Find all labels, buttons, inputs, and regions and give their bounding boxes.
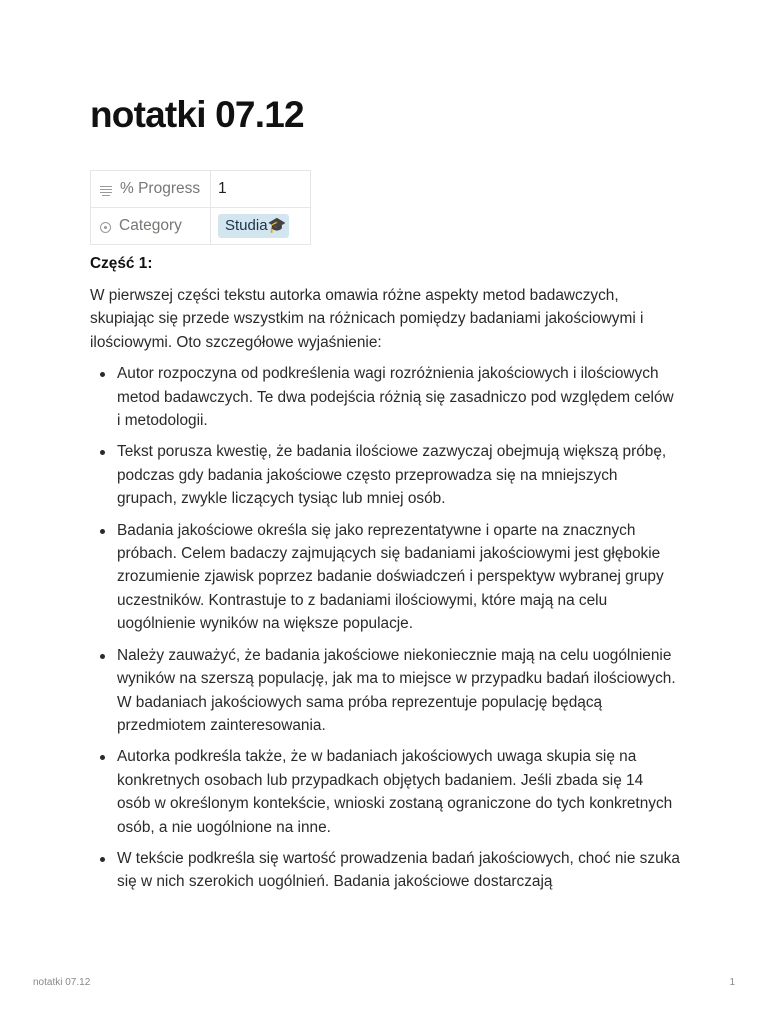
list-item xyxy=(90,362,680,432)
bullet-dot xyxy=(100,654,105,659)
list-item-text: W tekście podkreśla się wartość prowadzenia badań jakościowych, choć nie szuka się w nich szerokich uogólnień. Badania jakościowe dostarczają xyxy=(117,849,680,891)
section-heading: Część 1: xyxy=(90,255,153,272)
bullet-dot xyxy=(100,529,105,534)
select-circle-icon xyxy=(100,222,111,233)
property-row-progress xyxy=(91,171,311,208)
bullet-dot xyxy=(100,755,105,760)
list-item-text: Autor rozpoczyna od podkreślenia wagi rozróżnienia jakościowych i ilościowych metod badawczych. Te dwa podejścia różnią się zasadniczo pod względem celów i metodologii. xyxy=(117,365,674,430)
footer-doc-name: notatki 07.12 xyxy=(33,977,91,988)
bullet-list xyxy=(90,362,680,894)
category-tag[interactable] xyxy=(218,214,289,238)
category-tag-label: Studia xyxy=(225,217,268,234)
bullet-dot xyxy=(100,857,105,862)
page-title: notatki 07.12 xyxy=(90,94,304,135)
graduation-cap-icon: 🎓 xyxy=(267,217,287,234)
list-item-text: Tekst porusza kwestię, że badania ilościowe zazwyczaj obejmują większą próbę, podczas gdy badania jakościowe często przeprowadza się na mniejszych grupach, zwykle liczących tysiąc lub mniej osób. xyxy=(117,443,667,508)
list-item xyxy=(90,847,680,894)
list-item-text: Należy zauważyć, że badania jakościowe niekoniecznie mają na celu uogólnienie wyników na szerszą populację, jak ma to miejsce w przypadku badań ilościowych. W badaniach jakościowych sama próba reprezentuje populację będącą przedmiotem zainteresowania. xyxy=(117,646,676,734)
properties-table xyxy=(90,170,311,245)
list-item xyxy=(90,745,680,839)
property-key-progress: % Progress xyxy=(120,180,201,197)
text-lines-icon xyxy=(100,185,112,197)
list-item xyxy=(90,644,680,738)
property-value-category[interactable] xyxy=(211,208,311,245)
bullet-dot xyxy=(100,372,105,377)
list-item-text: Badania jakościowe określa się jako reprezentatywne i oparte na znacznych próbach. Celem badaczy zajmujących się badaniami jakościowymi jest głębokie zrozumienie zjawisk poprzez badanie doświadczeń i perspektyw wybranej grupy uczestników. Kontrastuje to z badaniami ilościowymi, które mają na celu uogólnienie wyników na większe populacje. xyxy=(117,521,664,633)
property-key-category: Category xyxy=(119,217,182,234)
footer-page-number: 1 xyxy=(729,977,735,988)
property-value-progress[interactable]: 1 xyxy=(211,171,311,208)
intro-paragraph: W pierwszej części tekstu autorka omawia różne aspekty metod badawczych, skupiając się przede wszystkim na różnicach pomiędzy badaniami jakościowymi i ilościowymi. Oto szczegółowe wyjaśnienie: xyxy=(90,287,644,351)
list-item xyxy=(90,519,680,636)
list-item xyxy=(90,440,680,510)
property-row-category xyxy=(91,208,311,245)
page-content xyxy=(90,252,680,902)
bullet-dot xyxy=(100,450,105,455)
list-item-text: Autorka podkreśla także, że w badaniach jakościowych uwaga skupia się na konkretnych osobach lub przypadkach objętych badaniem. Jeśli zbada się 14 osób w określonym kontekście, wnioski zostaną ograniczone do tych konkretnych osób, a nie uogólnione na inne. xyxy=(117,748,673,836)
